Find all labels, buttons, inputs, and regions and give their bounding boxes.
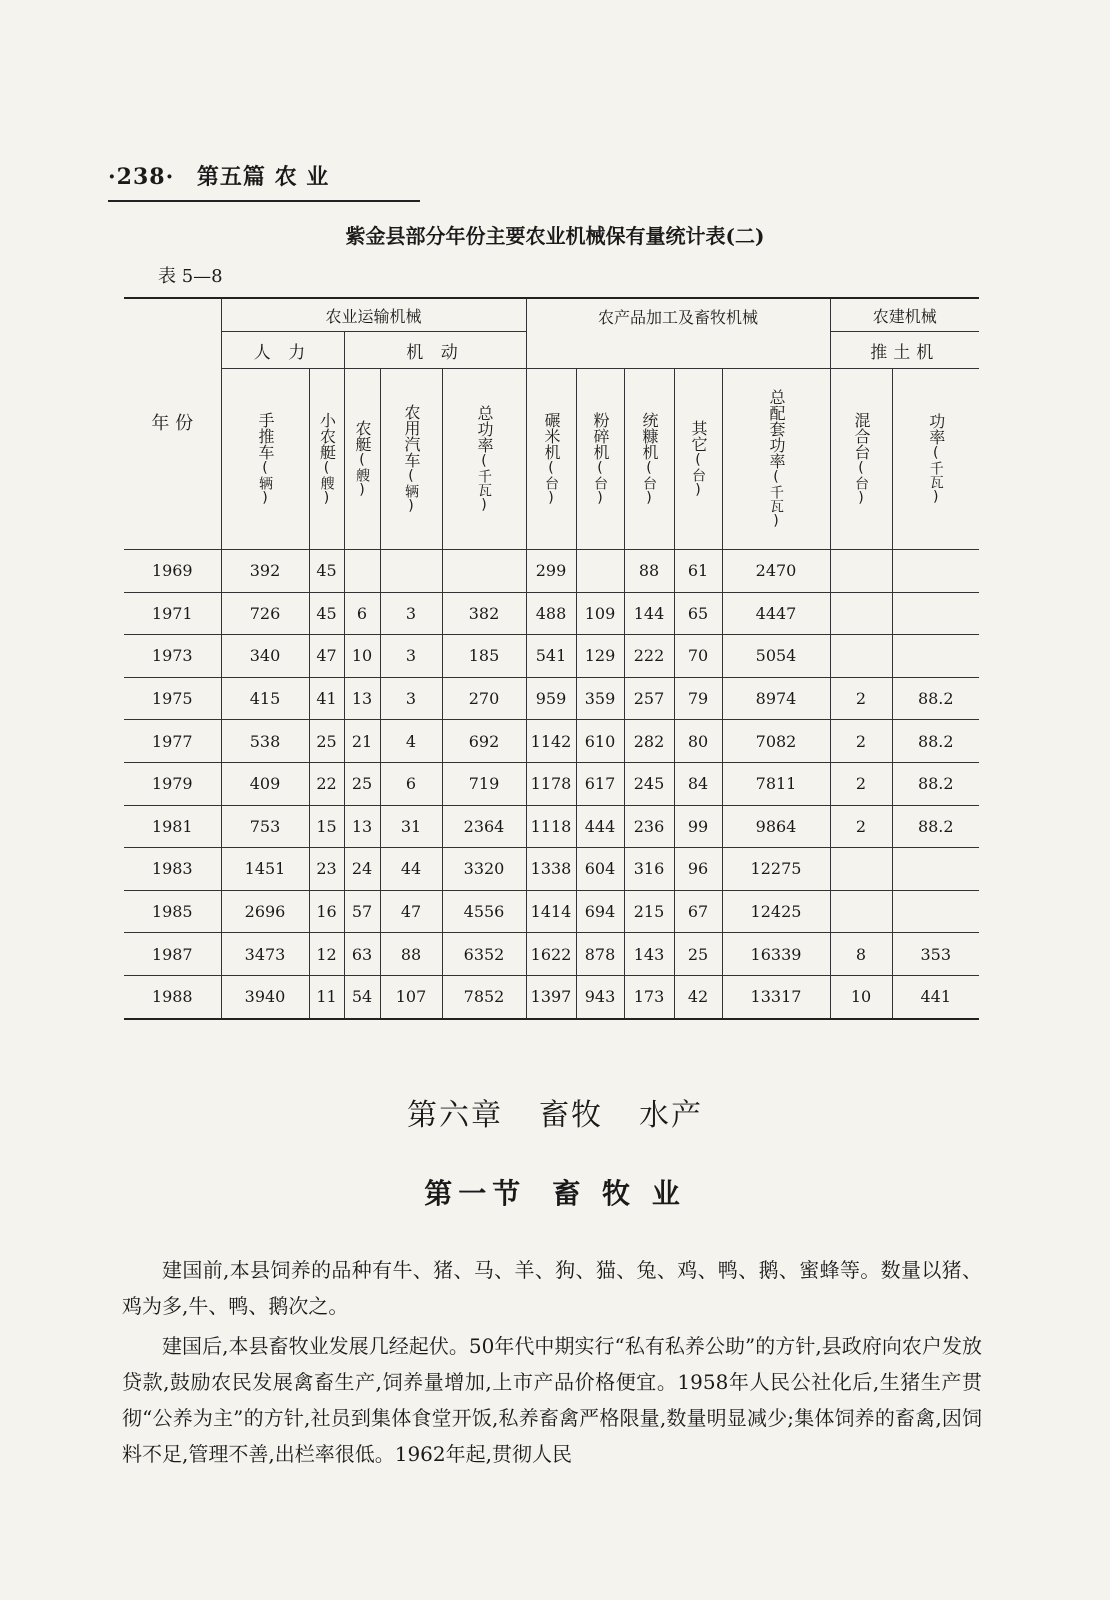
value-cell: 1397 <box>526 975 576 1018</box>
year-cell: 1971 <box>124 592 221 635</box>
value-cell: 22 <box>309 762 344 805</box>
value-cell: 63 <box>344 933 380 976</box>
value-cell: 3 <box>380 635 442 678</box>
value-cell: 65 <box>674 592 722 635</box>
value-cell: 236 <box>624 805 674 848</box>
column-name: 功率 <box>926 413 946 445</box>
value-cell: 7082 <box>722 720 830 763</box>
value-cell: 99 <box>674 805 722 848</box>
column-header <box>722 369 830 550</box>
value-cell: 88 <box>624 550 674 593</box>
column-unit: (艘) <box>318 460 335 506</box>
value-cell: 8974 <box>722 677 830 720</box>
value-cell: 2364 <box>442 805 526 848</box>
column-header <box>892 369 979 550</box>
value-cell: 444 <box>576 805 624 848</box>
value-cell: 129 <box>576 635 624 678</box>
value-cell: 3473 <box>221 933 309 976</box>
value-cell: 13 <box>344 677 380 720</box>
year-header: 年 份 <box>124 298 221 550</box>
value-cell: 282 <box>624 720 674 763</box>
value-cell: 1338 <box>526 848 576 891</box>
column-name: 小农艇 <box>317 412 337 460</box>
table-number: 表 5—8 <box>158 266 223 287</box>
value-cell: 316 <box>624 848 674 891</box>
value-cell: 538 <box>221 720 309 763</box>
value-cell: 10 <box>344 635 380 678</box>
section-title: 畜 牧 业 <box>552 1177 686 1210</box>
value-cell: 245 <box>624 762 674 805</box>
value-cell: 16 <box>309 890 344 933</box>
column-header <box>526 369 576 550</box>
value-cell: 2 <box>830 720 892 763</box>
paragraph: 建国后,本县畜牧业发展几经起伏。50年代中期实行“私有私养公助”的方针,县政府向农户发放贷款,鼓励农民发展禽畜生产,饲养量增加,上市产品价格便宜。1958年人民公社化后,生猪生产贯彻“公养为主”的方针,社员到集体食堂开饭,私养畜禽严格限量,数量明显减少;集体饲养的畜禽,因饲料不足,管理不善,出栏率很低。1962年起,贯彻人民 <box>122 1334 982 1466</box>
value-cell: 726 <box>221 592 309 635</box>
value-cell <box>344 550 380 593</box>
year-cell: 1988 <box>124 975 221 1018</box>
value-cell: 185 <box>442 635 526 678</box>
value-cell: 692 <box>442 720 526 763</box>
value-cell: 1414 <box>526 890 576 933</box>
value-cell: 943 <box>576 975 624 1018</box>
value-cell: 6352 <box>442 933 526 976</box>
section-heading <box>0 1172 1110 1212</box>
value-cell: 13317 <box>722 975 830 1018</box>
running-head <box>108 160 420 202</box>
value-cell <box>576 550 624 593</box>
column-name: 农艇 <box>353 420 372 452</box>
value-cell: 88.2 <box>892 677 979 720</box>
value-cell: 1178 <box>526 762 576 805</box>
value-cell: 340 <box>221 635 309 678</box>
value-cell <box>892 848 979 891</box>
value-cell <box>892 890 979 933</box>
column-unit: (辆) <box>257 460 273 506</box>
column-unit: (千瓦) <box>768 469 784 529</box>
value-cell: 3940 <box>221 975 309 1018</box>
table-row <box>124 762 979 805</box>
column-header <box>344 369 380 550</box>
value-cell: 12275 <box>722 848 830 891</box>
value-cell: 541 <box>526 635 576 678</box>
subgroup-bulldozer: 推土机 <box>830 332 979 369</box>
value-cell: 1142 <box>526 720 576 763</box>
year-cell: 1973 <box>124 635 221 678</box>
column-unit: (辆) <box>403 468 419 514</box>
column-unit: (台) <box>641 460 657 506</box>
table-row <box>124 890 979 933</box>
page-number: ·238· <box>108 164 175 190</box>
value-cell: 15 <box>309 805 344 848</box>
value-cell: 3 <box>380 677 442 720</box>
value-cell: 215 <box>624 890 674 933</box>
value-cell: 6 <box>380 762 442 805</box>
value-cell: 4556 <box>442 890 526 933</box>
value-cell: 2 <box>830 762 892 805</box>
year-cell: 1969 <box>124 550 221 593</box>
value-cell: 359 <box>576 677 624 720</box>
value-cell: 488 <box>526 592 576 635</box>
column-name: 农用汽车 <box>402 404 421 468</box>
table-row <box>124 677 979 720</box>
column-unit: (台) <box>592 460 608 506</box>
year-cell: 1975 <box>124 677 221 720</box>
column-header <box>576 369 624 550</box>
body-text <box>122 1252 982 1476</box>
value-cell: 3320 <box>442 848 526 891</box>
value-cell: 878 <box>576 933 624 976</box>
value-cell: 45 <box>309 550 344 593</box>
section-label: 第一节 <box>424 1177 527 1210</box>
value-cell: 42 <box>674 975 722 1018</box>
value-cell: 47 <box>380 890 442 933</box>
table-row <box>124 848 979 891</box>
value-cell: 4 <box>380 720 442 763</box>
table-row <box>124 805 979 848</box>
value-cell <box>830 635 892 678</box>
value-cell: 392 <box>221 550 309 593</box>
value-cell: 79 <box>674 677 722 720</box>
value-cell: 57 <box>344 890 380 933</box>
value-cell: 382 <box>442 592 526 635</box>
year-cell: 1985 <box>124 890 221 933</box>
value-cell <box>830 550 892 593</box>
value-cell: 88.2 <box>892 805 979 848</box>
value-cell: 2696 <box>221 890 309 933</box>
table-row <box>124 933 979 976</box>
value-cell: 31 <box>380 805 442 848</box>
chapter-title-2: 水产 <box>639 1098 703 1133</box>
column-header <box>830 369 892 550</box>
value-cell: 257 <box>624 677 674 720</box>
column-unit: (千瓦) <box>476 453 492 513</box>
column-unit: (台) <box>543 460 559 506</box>
value-cell: 70 <box>674 635 722 678</box>
value-cell: 2 <box>830 677 892 720</box>
value-cell: 41 <box>309 677 344 720</box>
value-cell: 88 <box>380 933 442 976</box>
value-cell: 753 <box>221 805 309 848</box>
value-cell: 88.2 <box>892 720 979 763</box>
value-cell: 25 <box>309 720 344 763</box>
table-row <box>124 635 979 678</box>
table-row <box>124 592 979 635</box>
column-header <box>380 369 442 550</box>
value-cell: 1118 <box>526 805 576 848</box>
column-unit: (台) <box>853 460 869 506</box>
value-cell: 6 <box>344 592 380 635</box>
value-cell <box>442 550 526 593</box>
column-name: 统糠机 <box>640 412 659 460</box>
column-name: 粉碎机 <box>591 412 610 460</box>
value-cell <box>892 592 979 635</box>
value-cell: 21 <box>344 720 380 763</box>
group-transport: 农业运输机械 <box>221 298 526 332</box>
part-title: 第五篇 农 业 <box>196 164 330 190</box>
column-header <box>221 369 309 550</box>
table-row <box>124 550 979 593</box>
value-cell: 11 <box>309 975 344 1018</box>
value-cell: 45 <box>309 592 344 635</box>
value-cell: 719 <box>442 762 526 805</box>
value-cell: 88.2 <box>892 762 979 805</box>
value-cell <box>892 550 979 593</box>
value-cell: 1451 <box>221 848 309 891</box>
column-unit: (台) <box>690 452 706 498</box>
value-cell: 604 <box>576 848 624 891</box>
machinery-table <box>124 297 979 1020</box>
chapter-label: 第六章 <box>407 1098 503 1133</box>
value-cell: 84 <box>674 762 722 805</box>
value-cell: 409 <box>221 762 309 805</box>
column-header <box>442 369 526 550</box>
value-cell: 67 <box>674 890 722 933</box>
column-unit: (艘) <box>354 452 370 498</box>
value-cell: 16339 <box>722 933 830 976</box>
value-cell: 13 <box>344 805 380 848</box>
value-cell: 25 <box>674 933 722 976</box>
chapter-heading <box>0 1090 1110 1134</box>
group-construction: 农建机械 <box>830 298 979 332</box>
column-unit: (千瓦) <box>927 445 944 505</box>
table-title: 紫金县部分年份主要农业机械保有量统计表(二) <box>345 224 765 248</box>
value-cell: 96 <box>674 848 722 891</box>
value-cell: 7811 <box>722 762 830 805</box>
group-processing: 农产品加工及畜牧机械 <box>526 298 830 369</box>
value-cell: 415 <box>221 677 309 720</box>
value-cell: 299 <box>526 550 576 593</box>
value-cell: 61 <box>674 550 722 593</box>
value-cell: 5054 <box>722 635 830 678</box>
value-cell: 617 <box>576 762 624 805</box>
value-cell: 44 <box>380 848 442 891</box>
year-cell: 1979 <box>124 762 221 805</box>
column-header <box>624 369 674 550</box>
subgroup-manual: 人 力 <box>221 332 344 369</box>
value-cell: 694 <box>576 890 624 933</box>
value-cell: 222 <box>624 635 674 678</box>
value-cell: 8 <box>830 933 892 976</box>
column-name: 总配套功率 <box>767 389 786 469</box>
column-name: 其它 <box>689 420 708 452</box>
value-cell: 109 <box>576 592 624 635</box>
value-cell: 353 <box>892 933 979 976</box>
value-cell: 54 <box>344 975 380 1018</box>
value-cell: 24 <box>344 848 380 891</box>
value-cell <box>892 635 979 678</box>
value-cell: 143 <box>624 933 674 976</box>
value-cell: 959 <box>526 677 576 720</box>
value-cell: 25 <box>344 762 380 805</box>
value-cell: 173 <box>624 975 674 1018</box>
value-cell: 12 <box>309 933 344 976</box>
paragraph: 建国前,本县饲养的品种有牛、猪、马、羊、狗、猫、兔、鸡、鸭、鹅、蜜蜂等。数量以猪、鸡为多,牛、鸭、鹅次之。 <box>122 1258 982 1318</box>
column-name: 碾米机 <box>542 412 561 460</box>
value-cell <box>380 550 442 593</box>
value-cell: 2470 <box>722 550 830 593</box>
column-name: 混合台 <box>852 412 871 460</box>
column-header <box>674 369 722 550</box>
value-cell: 4447 <box>722 592 830 635</box>
value-cell: 47 <box>309 635 344 678</box>
value-cell: 80 <box>674 720 722 763</box>
value-cell: 144 <box>624 592 674 635</box>
value-cell: 610 <box>576 720 624 763</box>
value-cell: 2 <box>830 805 892 848</box>
value-cell: 107 <box>380 975 442 1018</box>
value-cell: 270 <box>442 677 526 720</box>
column-name: 总功率 <box>475 405 494 453</box>
value-cell <box>830 848 892 891</box>
year-cell: 1981 <box>124 805 221 848</box>
column-name: 手推车 <box>256 412 275 460</box>
subgroup-motor: 机 动 <box>344 332 526 369</box>
value-cell: 9864 <box>722 805 830 848</box>
value-cell <box>830 890 892 933</box>
table-row <box>124 975 979 1018</box>
year-cell: 1987 <box>124 933 221 976</box>
value-cell <box>830 592 892 635</box>
value-cell: 3 <box>380 592 442 635</box>
column-header <box>309 369 344 550</box>
year-cell: 1977 <box>124 720 221 763</box>
chapter-title-1: 畜牧 <box>539 1098 603 1133</box>
value-cell: 23 <box>309 848 344 891</box>
value-cell: 1622 <box>526 933 576 976</box>
table-row <box>124 720 979 763</box>
value-cell: 10 <box>830 975 892 1018</box>
value-cell: 7852 <box>442 975 526 1018</box>
value-cell: 441 <box>892 975 979 1018</box>
year-cell: 1983 <box>124 848 221 891</box>
value-cell: 12425 <box>722 890 830 933</box>
